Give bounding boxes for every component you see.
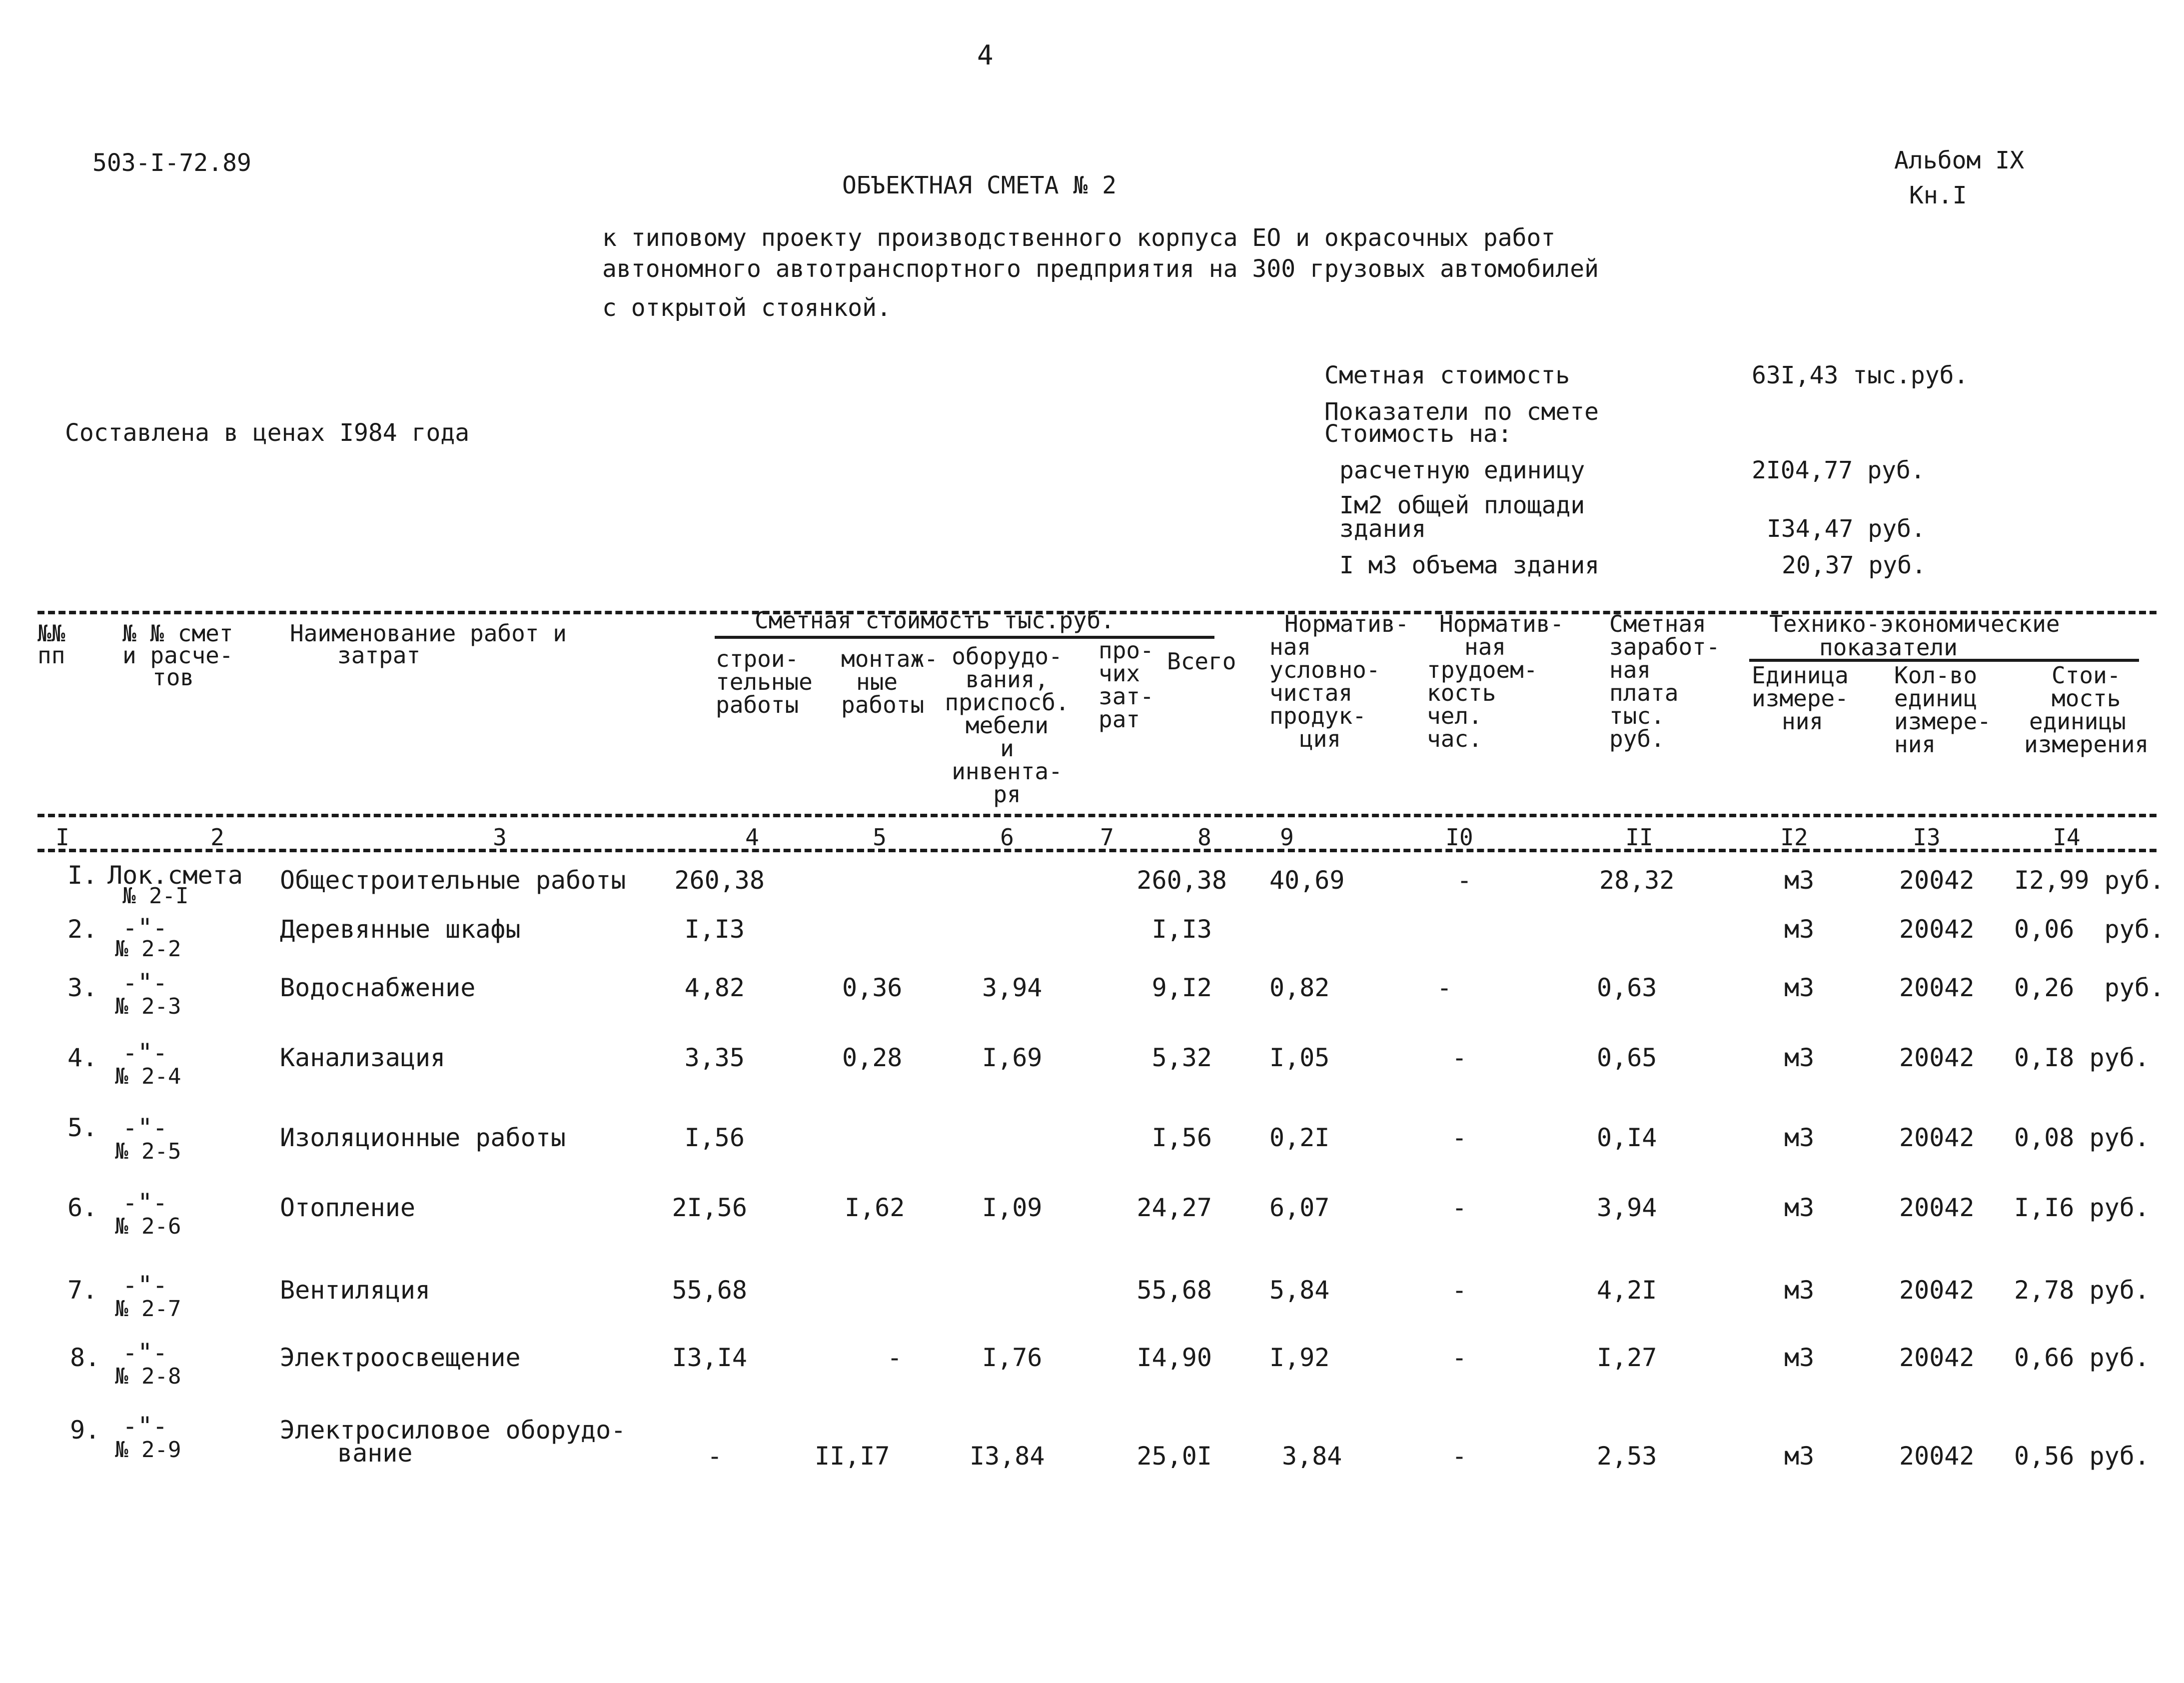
cell-total: 260,38 (1136, 866, 1227, 895)
book-label: Кн.I (1909, 181, 1967, 209)
row-number: 8. (70, 1343, 100, 1372)
cell-unit: м3 (1784, 973, 1815, 1002)
row-name: Деревянные шкафы (280, 915, 521, 944)
cell-unit-cost: 0,08 руб. (2014, 1123, 2150, 1152)
unit-cost-value: 2I04,77 руб. (1752, 456, 1925, 484)
cell-construction: 4,82 (684, 973, 745, 1002)
row-number: 6. (67, 1193, 98, 1222)
row-number: 3. (67, 973, 98, 1002)
row-ref: -"- (122, 1113, 168, 1142)
cell-total: 25,0I (1136, 1442, 1212, 1471)
volume-cost-label: I м3 объема здания (1339, 551, 1600, 579)
row-ref-number: № 2-4 (115, 1064, 181, 1089)
cell-installation: I,62 (845, 1193, 905, 1222)
subtitle-line-1: к типовому проекту производственного корпуса ЕО и окрасочных работ (602, 224, 1556, 252)
cell-unit-cost: 2,78 руб. (2014, 1276, 2150, 1305)
page-number: 4 (977, 39, 994, 71)
cell-labor: - (1451, 1442, 1467, 1471)
header-col-13: Кол-во единиц измере- ния (1894, 662, 1991, 758)
row-ref: -"- (122, 968, 168, 997)
cost-label: Сметная стоимость (1324, 361, 1570, 389)
cell-construction: 260,38 (674, 866, 765, 895)
cell-total: I,I3 (1151, 915, 1212, 944)
row-name: Электроосвещение (280, 1343, 521, 1372)
row-ref-number: № 2-8 (115, 1364, 181, 1389)
subtitle-line-3: с открытой стоянкой. (602, 294, 891, 322)
cell-quantity: 20042 (1899, 1043, 1975, 1072)
cell-quantity: 20042 (1899, 1276, 1975, 1305)
cost-on-label: Стоимость на: (1324, 420, 1512, 448)
cell-equipment: 3,94 (982, 973, 1043, 1002)
colnum-3: 3 (493, 824, 507, 851)
cell-total: 55,68 (1136, 1276, 1212, 1305)
header-col-12: Единица измере- ния (1752, 662, 1849, 735)
cell-labor: - (1451, 1043, 1467, 1072)
document-code: 503-I-72.89 (92, 149, 251, 177)
cell-total: I,56 (1151, 1123, 1212, 1152)
cell-unit-cost: I,I6 руб. (2014, 1193, 2150, 1222)
cell-wages: 3,94 (1597, 1193, 1657, 1222)
cell-construction: 55,68 (672, 1276, 747, 1305)
cell-total: 9,I2 (1151, 973, 1212, 1002)
row-name: Канализация (280, 1043, 446, 1072)
area-cost-label: Iм2 общей площади (1339, 491, 1585, 519)
cell-quantity: 20042 (1899, 1193, 1975, 1222)
header-col-6: оборудо- вания, приспосб. мебели и инвента- ря (945, 643, 1070, 808)
cell-unit-cost: I2,99 руб. (2014, 866, 2165, 895)
cell-construction: 3,35 (684, 1043, 745, 1072)
cell-construction: I,56 (684, 1123, 745, 1152)
colnum-9: 9 (1280, 824, 1294, 851)
cell-net-output: 3,84 (1282, 1442, 1342, 1471)
row-name: Общестроительные работы (280, 866, 626, 895)
subtitle-line-2: автономного автотранспортного предприятия на 300 грузовых автомобилей (602, 255, 1599, 283)
cell-installation: II,I7 (815, 1442, 890, 1471)
cell-net-output: 0,2I (1269, 1123, 1330, 1152)
row-ref-number: № 2-9 (115, 1437, 181, 1463)
cell-installation: 0,28 (842, 1043, 903, 1072)
row-ref-number: № 2-5 (115, 1139, 181, 1164)
cell-equipment: I,69 (982, 1043, 1043, 1072)
cell-installation: - (887, 1343, 903, 1372)
cell-labor: - (1436, 973, 1452, 1002)
cell-labor: - (1451, 1343, 1467, 1372)
header-col-14: Стои- мость единицы измерения (2024, 662, 2149, 758)
cell-quantity: 20042 (1899, 1123, 1975, 1152)
colnum-7: 7 (1100, 824, 1114, 851)
cell-quantity: 20042 (1899, 1442, 1975, 1471)
row-name: Изоляционные работы (280, 1123, 566, 1152)
cell-construction: I3,I4 (672, 1343, 747, 1372)
indicators-label: Показатели по смете (1324, 398, 1599, 426)
header-col-10: Норматив- ная трудоем- кость чел. час. (1427, 610, 1564, 752)
row-ref-number: № 2-7 (115, 1296, 181, 1322)
row-ref-number: № 2-I (122, 883, 189, 909)
cell-construction: I,I3 (684, 915, 745, 944)
row-name: Водоснабжение (280, 973, 476, 1002)
prices-note: Составлена в ценах I984 года (65, 419, 470, 447)
row-name-continuation: вание (337, 1439, 413, 1468)
cell-quantity: 20042 (1899, 915, 1975, 944)
row-number: I. (67, 861, 98, 890)
row-ref: Лок.смета (107, 861, 243, 890)
cell-unit: м3 (1784, 866, 1815, 895)
header-col-11: Сметная заработ- ная плата тыс. руб. (1609, 610, 1720, 752)
header-col-9: Норматив- ная условно- чистая продук- ция (1269, 610, 1409, 752)
row-name: Электросиловое оборудо- (280, 1416, 626, 1445)
cell-wages: I,27 (1597, 1343, 1657, 1372)
header-bottom-rule (37, 814, 2157, 817)
row-ref-number: № 2-2 (115, 936, 181, 962)
cell-equipment: I,09 (982, 1193, 1043, 1222)
cell-labor: - (1451, 1123, 1467, 1152)
cell-quantity: 20042 (1899, 866, 1975, 895)
row-ref-number: № 2-3 (115, 994, 181, 1019)
cell-wages: 28,32 (1599, 866, 1675, 895)
header-col-1: №№ пп (37, 620, 65, 669)
cell-wages: 0,I4 (1597, 1123, 1657, 1152)
cell-unit: м3 (1784, 1442, 1815, 1471)
row-number: 5. (67, 1113, 98, 1142)
row-ref: -"- (122, 1038, 168, 1067)
cell-net-output: 0,82 (1269, 973, 1330, 1002)
cell-construction: 2I,56 (672, 1193, 747, 1222)
colnum-1: I (55, 824, 69, 851)
album-label: Альбом IX (1894, 146, 2025, 174)
header-col-2: № № смет и расче- тов (122, 620, 233, 691)
cell-wages: 0,65 (1597, 1043, 1657, 1072)
row-ref: -"- (122, 1338, 168, 1367)
header-group-tech: Технико-экономические (1769, 610, 2060, 637)
cell-unit: м3 (1784, 1043, 1815, 1072)
area-cost-value: I34,47 руб. (1767, 515, 1926, 543)
area-cost-label-2: здания (1339, 515, 1426, 543)
cell-unit-cost: 0,06 руб. (2014, 915, 2165, 944)
cell-total: I4,90 (1136, 1343, 1212, 1372)
cell-equipment: I3,84 (970, 1442, 1045, 1471)
cell-equipment: I,76 (982, 1343, 1043, 1372)
cell-wages: 0,63 (1597, 973, 1657, 1002)
colnum-13: I3 (1913, 824, 1941, 851)
cell-unit: м3 (1784, 915, 1815, 944)
header-group-tech-2: показатели (1819, 634, 1958, 661)
row-number: 7. (67, 1276, 98, 1305)
cell-unit: м3 (1784, 1193, 1815, 1222)
document-title: ОБЪЕКТНАЯ СМЕТА № 2 (842, 171, 1117, 199)
cell-unit: м3 (1784, 1276, 1815, 1305)
volume-cost-value: 20,37 руб. (1782, 551, 1926, 579)
cell-total: 24,27 (1136, 1193, 1212, 1222)
cell-wages: 4,2I (1597, 1276, 1657, 1305)
cell-net-output: I,05 (1269, 1043, 1330, 1072)
cell-net-output: 40,69 (1269, 866, 1345, 895)
cell-wages: 2,53 (1597, 1442, 1657, 1471)
cost-value: 63I,43 тыс.руб. (1752, 361, 1969, 389)
cell-net-output: I,92 (1269, 1343, 1330, 1372)
colnum-8: 8 (1197, 824, 1211, 851)
row-ref-number: № 2-6 (115, 1214, 181, 1239)
row-ref: -"- (122, 1188, 168, 1217)
header-col-3: Наименование работ и затрат (290, 620, 567, 669)
header-col-8: Всего (1167, 648, 1236, 675)
cell-construction: - (707, 1442, 723, 1471)
cell-labor: - (1451, 1193, 1467, 1222)
unit-cost-label: расчетную единицу (1339, 456, 1585, 484)
cell-net-output: 6,07 (1269, 1193, 1330, 1222)
cell-labor: - (1456, 866, 1472, 895)
cell-unit-cost: 0,I8 руб. (2014, 1043, 2150, 1072)
cell-unit-cost: 0,56 руб. (2014, 1442, 2150, 1471)
header-group-cost: Сметная стоимость тыс.руб. (755, 607, 1115, 634)
cell-unit-cost: 0,26 руб. (2014, 973, 2165, 1002)
colnum-11: II (1625, 824, 1653, 851)
row-ref: -"- (122, 1412, 168, 1441)
row-ref: -"- (122, 1271, 168, 1300)
row-number: 2. (67, 915, 98, 944)
colnum-6: 6 (1000, 824, 1014, 851)
header-col-7: про- чих зат- рат (1098, 637, 1154, 733)
header-col-4: строи- тельные работы (716, 645, 813, 718)
row-name: Вентиляция (280, 1276, 431, 1305)
colnum-12: I2 (1780, 824, 1808, 851)
row-ref: -"- (122, 913, 168, 942)
cell-quantity: 20042 (1899, 1343, 1975, 1372)
cell-net-output: 5,84 (1269, 1276, 1330, 1305)
cell-unit: м3 (1784, 1123, 1815, 1152)
cell-quantity: 20042 (1899, 973, 1975, 1002)
colnum-4: 4 (745, 824, 759, 851)
cell-labor: - (1451, 1276, 1467, 1305)
row-number: 9. (70, 1416, 100, 1445)
row-number: 4. (67, 1043, 98, 1072)
header-col-5: монтаж- ные работы (841, 645, 938, 718)
colnum-14: I4 (2053, 824, 2081, 851)
colnum-5: 5 (873, 824, 887, 851)
row-name: Отопление (280, 1193, 415, 1222)
column-numbers-rule (37, 849, 2157, 852)
colnum-10: I0 (1445, 824, 1473, 851)
cell-unit: м3 (1784, 1343, 1815, 1372)
cell-total: 5,32 (1151, 1043, 1212, 1072)
cell-unit-cost: 0,66 руб. (2014, 1343, 2150, 1372)
cell-installation: 0,36 (842, 973, 903, 1002)
colnum-2: 2 (210, 824, 224, 851)
